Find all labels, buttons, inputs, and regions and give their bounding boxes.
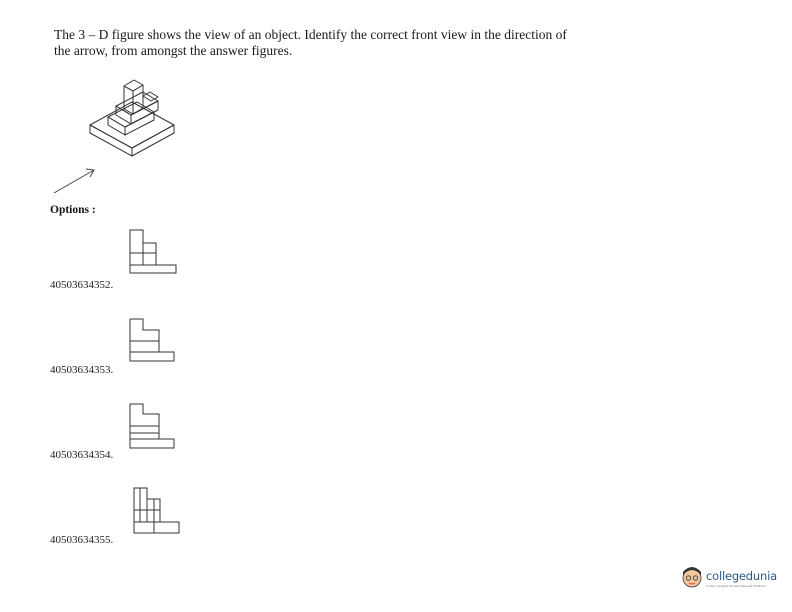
answer-figure-1[interactable]: [128, 228, 178, 276]
option-id[interactable]: 40503634354.: [50, 449, 114, 461]
student-mascot-icon: [680, 565, 704, 591]
answer-figure-4[interactable]: [132, 486, 182, 536]
isometric-figure: [50, 70, 190, 200]
view-direction-arrow: [54, 169, 94, 193]
base-slab-top: [90, 102, 174, 148]
column-top: [124, 80, 143, 91]
brand-logo: [680, 565, 790, 595]
base-slab-right: [132, 125, 174, 156]
question-line-1: The 3 – D figure shows the view of an object. Identify the correct front view in the direction of: [54, 27, 567, 42]
brand-tagline: India's Largest Student Review Platform: [706, 584, 766, 588]
options-heading: Options :: [50, 204, 96, 216]
option-id[interactable]: 40503634352.: [50, 279, 114, 291]
question-text: [54, 27, 614, 59]
option-id[interactable]: 40503634353.: [50, 364, 114, 376]
base-slab-left: [90, 125, 132, 156]
answer-figure-2[interactable]: [128, 317, 178, 365]
brand-name: collegedunia: [706, 569, 777, 583]
lower-step-front: [108, 117, 125, 135]
question-line-2: the arrow, from amongst the answer figures.: [54, 43, 293, 58]
answer-figure-3[interactable]: [128, 402, 178, 450]
option-id[interactable]: 40503634355.: [50, 534, 114, 546]
